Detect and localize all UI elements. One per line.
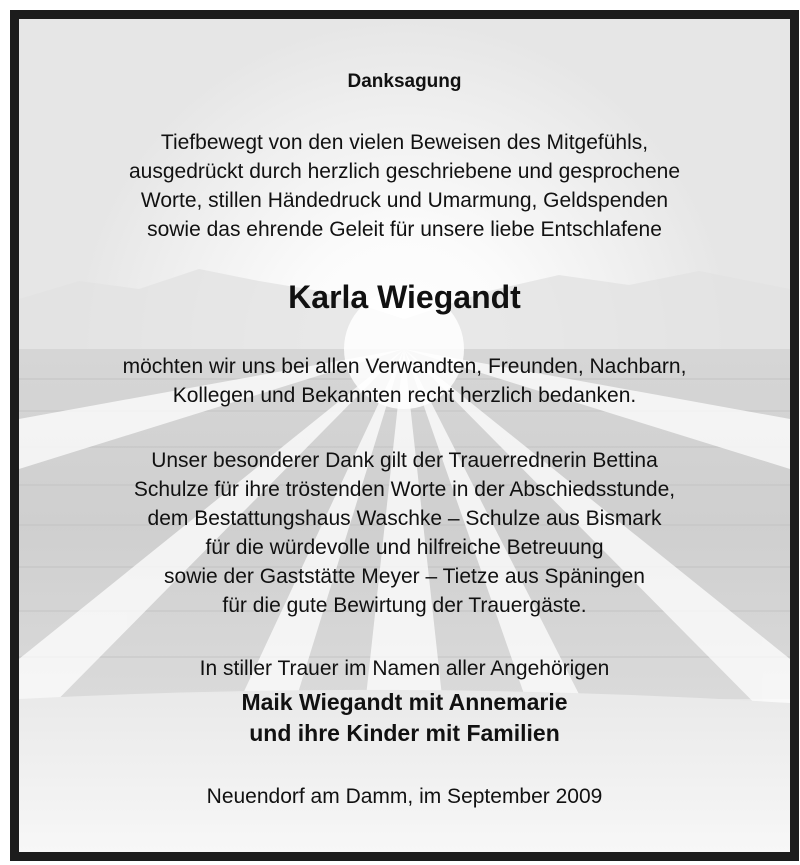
special-thanks-line: dem Bestattungshaus Waschke – Schulze aus Bismark (147, 507, 662, 530)
intro-line: Worte, stillen Händedruck und Umarmung, Geldspenden (140, 189, 669, 212)
signatory-line: und ihre Kinder mit Familien (249, 720, 560, 746)
intro-line: sowie das ehrende Geleit für unsere liebe Entschlafene (147, 218, 662, 241)
intro-line: ausgedrückt durch herzlich geschriebene und gesprochene (128, 160, 681, 183)
notice-heading: Danksagung (347, 71, 462, 92)
intro-line: Tiefbewegt von den vielen Beweisen des Mitgefühls, (160, 131, 649, 154)
obituary-notice (10, 10, 799, 861)
mourning-line: In stiller Trauer im Namen aller Angehörigen (199, 657, 610, 680)
special-thanks-line: für die gute Bewirtung der Trauergäste. (222, 594, 587, 617)
thanks-line: möchten wir uns bei allen Verwandten, Freunden, Nachbarn, (122, 355, 687, 378)
thanks-line: Kollegen und Bekannten recht herzlich bedanken. (172, 384, 637, 407)
special-thanks-line: Schulze für ihre tröstenden Worte in der Abschiedsstunde, (133, 478, 676, 501)
special-thanks-line: sowie der Gaststätte Meyer – Tietze aus Späningen (164, 565, 645, 588)
special-thanks-line: für die würdevolle und hilfreiche Betreuung (205, 536, 604, 559)
notice-text (19, 19, 790, 852)
signatory-line: Maik Wiegandt mit Annemarie (241, 689, 568, 715)
special-thanks-line: Unser besonderer Dank gilt der Trauerrednerin Bettina (151, 449, 658, 472)
deceased-name: Karla Wiegandt (288, 279, 521, 315)
place-date: Neuendorf am Damm, im September 2009 (206, 785, 603, 808)
